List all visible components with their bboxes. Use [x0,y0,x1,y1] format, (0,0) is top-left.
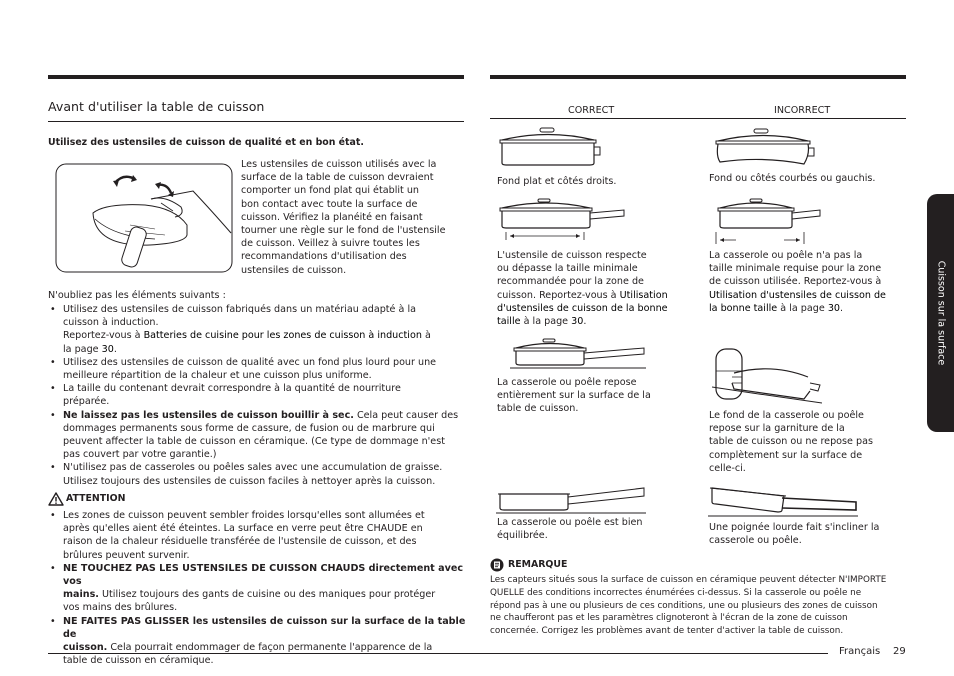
note-line: ne chaufferont pas et les paramètres clignoteront à l'écran de la zone de cuisson [490,613,848,624]
trim-resting-pan-illustration [712,343,822,411]
list-line: • La taille du contenant devrait correspondre à la quantité de nourriture [63,383,401,395]
incorrect-header: INCORRECT [774,105,831,116]
list-item [48,409,468,462]
caption-line: ou dépasse la taille minimale [497,263,638,275]
intro-line: Les ustensiles de cuisson utilisés avec la [241,159,437,170]
cross-reference-link[interactable]: la bonne taille [709,302,778,314]
cross-reference-link[interactable]: Utilisation d'ustensiles de cuisson de [709,289,886,301]
intro-line: de cuisson. Veillez à suivre toutes les [241,238,420,250]
ruler-check-illustration [55,163,233,273]
incorrect-caption [709,521,879,547]
page-link[interactable]: 30 [571,316,584,328]
undersized-pan-illustration [712,196,822,250]
cross-reference-link[interactable]: Batteries de cuisine pour les zones de cuisson à induction [143,330,422,342]
list-line: • NE FAITES PAS GLISSER les ustensiles de cuisson sur la surface de la table de [63,615,466,640]
list-line: • Les zones de cuisson peuvent sembler froides lorsqu'elles sont allumées et [63,510,425,521]
caption-line: Une poignée lourde fait s'incliner la [709,522,880,533]
note-line: QUELLE des conditions incorrectes énumérées ci-dessus. Si la casserole ou poêle ne [490,587,862,598]
page-link[interactable]: 30 [101,343,114,355]
list-line: meilleure répartition de la chaleur et une cuisson plus uniforme. [63,370,372,382]
attention-heading [48,491,125,505]
list-item [48,461,468,487]
list-item [48,562,468,615]
top-rule-left [48,75,464,79]
text: Ne laissez pas les ustensiles de cuisson bouillir à sec. [63,409,354,421]
caption-line [497,315,697,328]
footer-language: Français [839,646,881,657]
attention-list [48,509,468,667]
list-line: Utilisez toujours des ustensiles de cuisson faciles à nettoyer après la cuisson. [63,475,436,487]
caption-line: La casserole ou poêle repose [497,377,637,388]
correct-size-pan-illustration [496,196,626,248]
cross-reference-link[interactable]: Utilisation [619,289,668,301]
caption-line: L'ustensile de cuisson respecte [497,250,647,261]
correct-caption [497,516,642,542]
list-line [63,409,468,422]
intro-line: recommandations d'utilisation des [241,251,407,263]
text: cuisson. [63,642,108,654]
list-item [48,615,468,668]
warped-pan-illustration [712,126,816,174]
caption-line [497,289,697,302]
note-label: REMARQUE [508,558,568,570]
text: à la page [520,316,572,328]
list-line [63,343,468,356]
text: Reportez-vous à [63,330,144,342]
caption-line: entièrement sur la surface de la [497,390,651,402]
list-line: pas couvert par votre garantie.) [63,449,217,461]
text: mains. [63,589,99,601]
list-line [63,588,468,601]
top-rule-right [490,75,906,79]
intro-line: surface de la table de cuisson devraient [241,172,434,184]
list-line [63,329,468,342]
cross-reference-link[interactable]: d'ustensiles de cuisson de la bonne [497,302,668,314]
remember-lead: N'oubliez pas les éléments suivants : [48,290,226,301]
caption-line: taille minimale requise pour la zone [709,263,882,275]
list-item [48,303,468,356]
intro-line: bon contact avec toute la surface de [241,198,418,210]
caption-line: Le fond de la casserole ou poêle [709,410,864,421]
caption-line: celle-ci. [709,462,746,474]
guidelines-list [48,303,468,488]
note-line: concernée. Corrigez les problèmes avant de tenter d'activer la table de cuisson. [490,626,844,637]
warning-triangle-icon [48,491,64,505]
incorrect-caption: Fond ou côtés courbés ou gauchis. [709,173,876,184]
correct-caption: Fond plat et côtés droits. [497,176,617,187]
footer-rule [48,653,828,654]
text: . [583,316,587,328]
correct-caption [497,249,697,328]
list-line: préparée. [63,396,110,408]
flat-pan-illustration [496,125,602,173]
list-line: cuisson à induction. [63,317,159,329]
incorrect-caption [709,409,873,475]
text: . [840,302,844,314]
note-line: Les capteurs situés sous la surface de cuisson en céramique peuvent détecter N'IMPORTE [490,575,887,585]
note-icon [490,557,504,571]
note-text [490,574,910,638]
page-link[interactable]: 30 [827,302,841,314]
text: à [421,330,431,342]
caption-line [709,302,909,315]
text: à la page [777,302,828,314]
list-item [48,382,468,408]
text: Cela pourrait endommager de façon permanente l'apparence de la [107,642,433,654]
balanced-pan-illustration [496,484,646,518]
intro-line: comporter un fond plat qui établit un [241,185,419,197]
text: Utilisez toujours des gants de cuisine ou des maniques pour protéger [98,589,436,601]
caption-line: de cuisson utilisée. Reportez-vous à [709,276,882,288]
page-number: 29 [893,646,906,657]
list-item [48,509,468,562]
text: . [113,343,117,355]
caption-line: casserole ou poêle. [709,535,802,547]
list-line: table de cuisson en céramique. [63,655,214,667]
title-underline [48,121,464,122]
correct-caption [497,376,651,416]
compare-header-rule [490,118,906,119]
caption-line: recommandée pour la zone de [497,276,644,288]
correct-header: CORRECT [568,105,615,116]
chapter-side-tab[interactable] [927,194,954,432]
caption-line: équilibrée. [497,530,548,542]
text: cuisson. Reportez-vous à [497,289,620,301]
intro-line: cuisson. Vérifiez la planéité en faisant [241,211,423,223]
intro-line: tourner une règle sur le fond de l'ustensile [241,225,446,237]
intro-line: ustensiles de cuisson. [241,264,347,276]
list-line: • N'utilisez pas de casseroles ou poêles sales avec une accumulation de graisse. [63,462,443,474]
list-line: • Utilisez des ustensiles de cuisson de qualité avec un fond plus lourd pour une [63,356,437,368]
list-line: • NE TOUCHEZ PAS LES USTENSILES DE CUISSON CHAUDS directement avec vos [63,562,464,588]
intro-paragraph [241,158,466,277]
list-line: dommages permanents sous forme de cassure, de fusion ou de marbrure qui [63,422,435,434]
text: la page [63,343,102,355]
caption-line: repose sur la garniture de la [709,423,845,435]
caption-line: complètement sur la surface de [709,449,863,461]
caption-line: table de cuisson ou ne repose pas [709,436,873,448]
flat-resting-pan-illustration [510,336,646,376]
note-heading [490,557,567,571]
caption-line: La casserole ou poêle n'a pas la [709,250,863,261]
list-line: • Utilisez des ustensiles de cuisson fabriqués dans un matériau adapté à la [63,304,416,315]
text: Cela peut causer des [353,409,459,421]
caption-line: table de cuisson. [497,403,579,415]
section-subtitle: Utilisez des ustensiles de cuisson de qualité et en bon état. [48,137,364,148]
tipping-pan-illustration [708,482,858,522]
cross-reference-link[interactable]: taille [497,316,521,328]
note-line: répond pas à une ou plusieurs de ces conditions, une ou plusieurs des zones de cuisson [490,600,878,611]
attention-label: ATTENTION [66,492,126,504]
list-line: vos mains des brûlures. [63,602,178,614]
caption-line: La casserole ou poêle est bien [497,517,643,528]
list-item [48,356,468,382]
chapter-side-tab-label: Cuisson sur la surface [935,260,946,366]
list-line: peuvent affecter la table de cuisson en céramique. (Ce type de dommage n'est [63,436,445,448]
list-line: brûlures peuvent survenir. [63,549,190,561]
section-title: Avant d'utiliser la table de cuisson [48,99,265,114]
incorrect-caption [709,249,909,315]
list-line: après qu'elles aient été éteintes. La surface en verre peut être CHAUDE en [63,523,423,535]
list-line: raison de la chaleur résiduelle transférée de l'ustensile de cuisson, et des [63,536,417,548]
